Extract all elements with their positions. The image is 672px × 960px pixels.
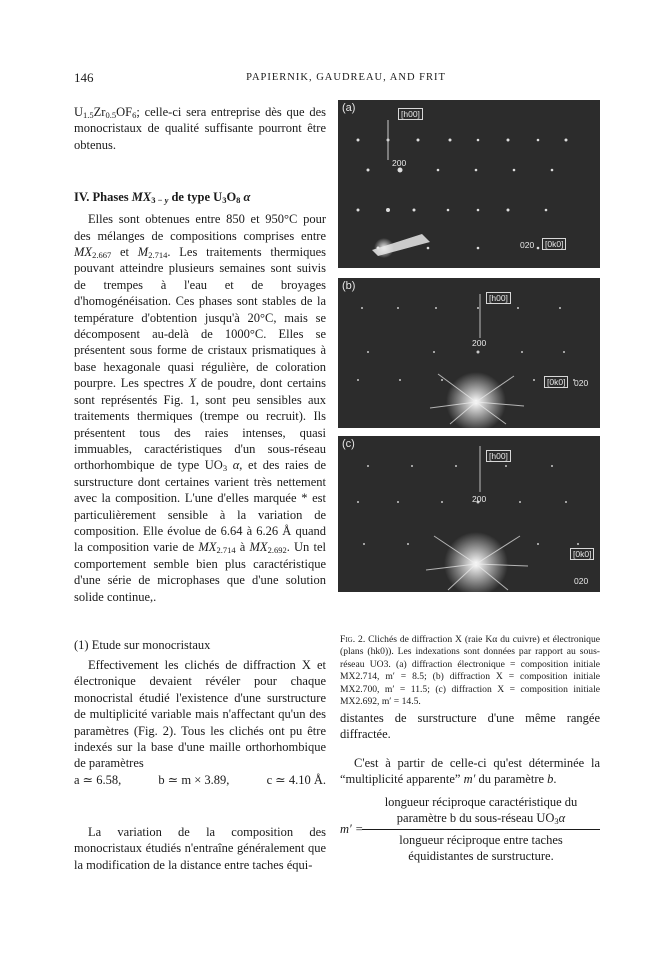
formula-m-prime bbox=[340, 794, 602, 864]
index-0k0-c: [0k0] bbox=[570, 548, 594, 560]
panel-label-c: (c) bbox=[342, 438, 355, 450]
section-title: IV. Phases $MX_{3 - y}$ de type $U_3O_8$ α bbox=[74, 190, 251, 206]
diffraction-panel-a bbox=[338, 100, 600, 268]
caption-text: Clichés de diffraction X (raie Kα du cuivre) et électronique (plans (hk0)). Les indexations sont données par rapport au sous-réseau UO3. (a) diffraction électronique = composition initiale MX2.714, m′ = 8.5; (b) diffraction X = composition initiale MX2.700, m′ = 11.5; (c) diffraction X = composition initiale MX2.692, m′ = 14.5. bbox=[340, 634, 601, 708]
page-number: 146 bbox=[74, 70, 94, 85]
subsection-title: (1) Etude sur monocristaux bbox=[74, 637, 211, 652]
cell-parameters bbox=[74, 772, 326, 788]
index-200-a: 200 bbox=[392, 158, 407, 168]
diffraction-panel-c bbox=[338, 436, 600, 592]
index-h00-a: [h00] bbox=[398, 108, 423, 120]
index-h00-c: [h00] bbox=[486, 450, 511, 462]
index-020-c: 020 bbox=[574, 576, 589, 586]
formula-denominator: longueur réciproque entre taches équidistantes de surstructure. bbox=[399, 833, 563, 863]
param-b: b ≃ m × 3.89, bbox=[158, 772, 230, 787]
panel-label-b: (b) bbox=[342, 280, 356, 292]
diffraction-panel-b bbox=[338, 278, 600, 428]
paragraph-multiplicite: C'est à partir de celle-ci qu'est déterminée la “multiplicité apparente” m′ du paramètre b. bbox=[340, 755, 600, 787]
index-200-c: 200 bbox=[472, 494, 487, 504]
right-column bbox=[340, 710, 600, 788]
paragraph-phases: Elles sont obtenues entre 850 et 950°C pour des mélanges de compositions comprises entre $MX_{2.667}$ et $M_{2.714}$. Les traitements thermiques pouvant atteindre plusieurs semaines sont suivis de trempes à l'eau et de broyages d'homogénéisation. Ces phases sont stables de la température d'obtention jusqu'à 20°C, mais se décomposent au-delà de 1000°C. Elles se présentent sous forme de cristaux prismatiques à base hexagonale quasi régulière, de coloration pourpre. Les spectres X de poudre, dont certains sont représentés Fig. 1, sont peu sensibles aux traitements thermiques (trempe ou recruit). Ils présentent tous des raies intenses, quasi immuables, caractéristiques d'un sous-réseau orthorhombique de type $UO_3$ α, et des raies de surstructure dont certaines varient très nettement avec la composition. L'une d'elles marquée * est particulièrement sensible à la variation de composition. Elle évolue de 6.64 à 6.26 Å quand la composition varie de $MX_{2.714}$ à $MX_{2.692}$. Un tel comportement semble bien plus caractéristique d'une série de microphases que d'une solution solide continue,. bbox=[74, 212, 327, 604]
diffraction-pattern-b bbox=[338, 278, 600, 428]
index-020-a: 020 bbox=[520, 240, 535, 250]
continuation-paragraph: distantes de surstructure d'une même rangée diffractée. bbox=[340, 711, 600, 742]
index-0k0-a: [0k0] bbox=[542, 238, 566, 250]
figure-caption bbox=[340, 634, 600, 708]
formula-numerator: longueur réciproque caractéristique du paramètre b du sous-réseau $UO_3\alpha$ bbox=[384, 795, 578, 826]
running-head: PAPIERNIK, GAUDREAU, AND FRIT bbox=[246, 72, 446, 83]
param-c: c ≃ 4.10 Å. bbox=[266, 772, 326, 787]
intro-paragraph: $U_{1.5}Zr_{0.5}OF_6$; celle-ci sera entreprise dès que des monocristaux de qualité suffisante pourront être obtenus. bbox=[74, 105, 326, 152]
index-020-b: 020 bbox=[574, 378, 589, 388]
left-column bbox=[74, 104, 326, 873]
diffraction-pattern-c bbox=[338, 436, 600, 592]
paragraph-variation: La variation de la composition des monocristaux étudiés n'entraîne généralement que la modification de la distance entre taches équi- bbox=[74, 824, 326, 872]
panel-label-a: (a) bbox=[342, 102, 356, 114]
param-a: a ≃ 6.58, bbox=[74, 772, 122, 787]
spot-rows-c bbox=[357, 465, 579, 545]
fraction-bar bbox=[362, 829, 600, 830]
caption-label: Fig. 2. bbox=[340, 634, 366, 645]
formula-lhs: m′ = bbox=[340, 822, 364, 836]
spot-rows-b bbox=[357, 307, 575, 381]
index-200-b: 200 bbox=[472, 338, 487, 348]
index-0k0-b: [0k0] bbox=[544, 376, 568, 388]
index-h00-b: [h00] bbox=[486, 292, 511, 304]
paragraph-monocristaux: Effectivement les clichés de diffraction X et électronique devaient révéler pour chaque monocristal étudié l'existence d'une surstructure de multiplicité variable mais n'affectant qu'un des paramètres (Fig. 2). Tous les clichés ont pu être indexés sur la base d'une maille orthorhombique de paramètres bbox=[74, 657, 326, 771]
